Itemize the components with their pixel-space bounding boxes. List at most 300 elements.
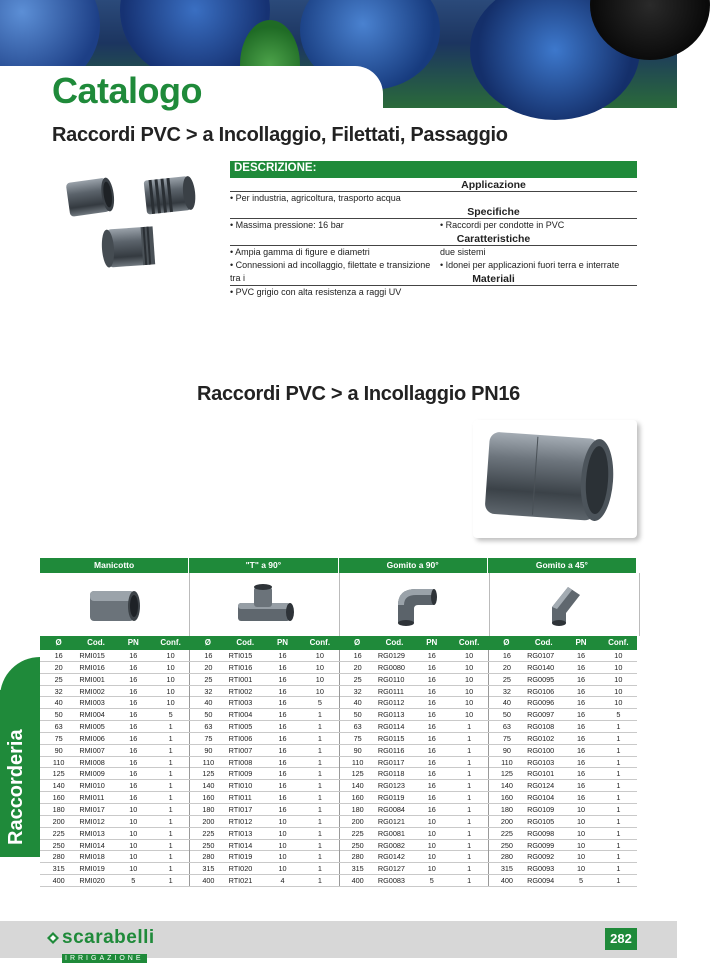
diameter-cell: 40: [54, 698, 63, 708]
conf-cell: 1: [467, 733, 472, 743]
diameter-cell: 125: [339, 768, 376, 779]
code-cell: RMI006: [79, 733, 105, 743]
diameter-cell: 50: [189, 709, 226, 720]
code-cell: RG0096: [527, 698, 555, 708]
pn-cell: 16: [576, 769, 586, 779]
code-cell: RTI007: [228, 745, 253, 755]
diameter-cell: 280: [339, 851, 376, 862]
conf-cell: 1: [616, 828, 621, 838]
column-header: Cod.: [236, 638, 255, 647]
column-header: Cod.: [87, 638, 105, 647]
diameter-cell: 75: [54, 733, 63, 743]
pn-cell: 16: [129, 710, 138, 720]
conf-cell: 1: [467, 876, 472, 886]
pn-cell: 5: [131, 876, 136, 886]
table-row: [40, 745, 637, 757]
pn-cell: 10: [576, 840, 586, 850]
diameter-cell: 110: [339, 757, 376, 768]
pn-cell: 16: [129, 674, 138, 684]
conf-cell: 1: [168, 757, 173, 767]
conf-cell: 10: [315, 651, 324, 660]
table-row: [40, 863, 637, 875]
pn-cell: 16: [576, 722, 586, 732]
pn-cell: 16: [427, 662, 436, 672]
code-cell: RTI012: [228, 816, 253, 826]
pn-cell: 16: [576, 781, 586, 791]
table-row: [40, 851, 637, 863]
column-header: PN: [276, 638, 289, 647]
code-cell: RMI020: [79, 876, 105, 886]
conf-cell: 1: [317, 804, 322, 814]
diameter-cell: 225: [189, 828, 226, 839]
pn-cell: 10: [576, 864, 586, 874]
pn-cell: 10: [278, 840, 287, 850]
table-row: [40, 768, 637, 780]
pn-cell: 16: [278, 698, 287, 708]
table-row: [40, 686, 637, 698]
table-row: [40, 804, 637, 816]
pn-cell: 4: [280, 876, 285, 886]
code-cell: RTI014: [228, 840, 253, 850]
diameter-cell: 16: [339, 650, 376, 661]
code-cell: RTI001: [228, 674, 253, 684]
diameter-cell: 140: [488, 780, 525, 791]
group-t90: "T" a 90°: [189, 558, 338, 573]
pn-cell: 16: [576, 686, 586, 696]
diameter-cell: 280: [52, 852, 65, 862]
diameter-cell: 125: [488, 768, 525, 779]
diameter-cell: 140: [189, 780, 226, 791]
conf-cell: 1: [317, 722, 322, 732]
code-cell: RMI002: [79, 686, 105, 696]
code-cell: RG0082: [377, 840, 405, 850]
column-header: PN: [575, 638, 587, 647]
code-cell: RTI006: [228, 733, 253, 743]
conf-cell: 10: [465, 698, 474, 708]
conf-cell: 10: [614, 674, 623, 684]
code-cell: RG0124: [527, 781, 555, 791]
code-cell: RMI011: [79, 793, 105, 803]
conf-cell: 1: [317, 876, 322, 886]
diameter-cell: 25: [54, 674, 63, 684]
pn-cell: 16: [427, 674, 436, 684]
code-cell: RMI017: [79, 804, 105, 814]
pn-cell: 16: [129, 651, 138, 660]
conf-cell: 1: [317, 781, 322, 791]
conf-cell: 1: [317, 816, 322, 826]
code-cell: RTI019: [228, 852, 253, 862]
pn-cell: 16: [278, 745, 287, 755]
conf-cell: 1: [467, 840, 472, 850]
diameter-cell: 250: [52, 840, 65, 850]
pn-cell: 16: [576, 651, 586, 660]
section-specifiche: Specifiche: [230, 205, 637, 219]
section-applicazione: Applicazione: [230, 178, 637, 192]
diameter-cell: 280: [488, 851, 525, 862]
conf-cell: 10: [166, 662, 175, 672]
brand-logo: [48, 929, 155, 965]
manicotto-photo: [473, 420, 637, 538]
conf-cell: 1: [168, 828, 173, 838]
table-row: [40, 709, 637, 721]
conf-cell: 1: [168, 745, 173, 755]
pn-cell: 16: [129, 662, 138, 672]
code-cell: RG0098: [527, 828, 555, 838]
code-cell: RTI005: [228, 722, 253, 732]
diameter-cell: 32: [488, 686, 525, 697]
pn-cell: 16: [427, 733, 436, 743]
diameter-cell: 40: [189, 697, 226, 708]
diameter-cell: 250: [339, 840, 376, 851]
diameter-cell: 160: [488, 792, 525, 803]
diameter-cell: 160: [52, 793, 65, 803]
diameter-cell: 32: [189, 686, 226, 697]
conf-cell: 1: [168, 722, 173, 732]
code-cell: RMI008: [79, 757, 105, 767]
conf-cell: 10: [465, 674, 474, 684]
code-cell: RMI018: [79, 852, 105, 862]
conf-cell: 1: [616, 733, 621, 743]
code-cell: RMI007: [79, 745, 105, 755]
diameter-cell: 400: [339, 875, 376, 886]
diameter-cell: 25: [488, 674, 525, 685]
conf-cell: 1: [168, 864, 173, 874]
table-row: [40, 875, 637, 887]
pn-cell: 16: [427, 793, 436, 803]
code-cell: RTI016: [228, 662, 253, 672]
diameter-cell: 400: [52, 876, 65, 886]
diameter-cell: 140: [52, 781, 65, 791]
diameter-cell: 400: [488, 875, 525, 886]
pn-cell: 16: [278, 662, 287, 672]
conf-cell: 1: [467, 722, 472, 732]
diameter-cell: 160: [339, 792, 376, 803]
code-cell: RG0099: [527, 840, 555, 850]
code-cell: RG0112: [377, 698, 405, 708]
pn-cell: 16: [129, 781, 138, 791]
pn-cell: 16: [427, 722, 436, 732]
pn-cell: 16: [427, 745, 436, 755]
conf-cell: 10: [614, 651, 623, 660]
conf-cell: 10: [465, 662, 474, 672]
gomito45-image: [490, 573, 640, 636]
code-cell: RG0111: [377, 686, 404, 696]
code-cell: RMI012: [79, 816, 105, 826]
conf-cell: 1: [317, 757, 322, 767]
conf-cell: 1: [467, 781, 472, 791]
manicotto-image: [40, 573, 190, 636]
pn-cell: 10: [278, 864, 287, 874]
t90-image: [190, 573, 340, 636]
table-row: [40, 840, 637, 852]
code-cell: RTI017: [228, 804, 253, 814]
group-headers: [40, 558, 637, 573]
diameter-cell: 90: [339, 745, 376, 756]
table-row: [40, 780, 637, 792]
code-cell: RG0100: [527, 745, 555, 755]
table-row: [40, 697, 637, 709]
caratteristiche-text-1-right: due sistemi: [440, 247, 486, 257]
code-cell: RG0142: [377, 852, 405, 862]
conf-cell: 1: [168, 876, 173, 886]
code-cell: RMI001: [79, 674, 105, 684]
page-subtitle: Raccordi PVC > a Incollaggio, Filettati, Passaggio: [52, 124, 508, 146]
diameter-cell: 400: [189, 875, 226, 886]
code-cell: RG0123: [377, 781, 405, 791]
diameter-cell: 180: [52, 804, 65, 814]
code-cell: RTI021: [228, 876, 253, 886]
diameter-cell: 315: [189, 863, 226, 874]
conf-cell: 1: [317, 769, 322, 779]
code-cell: RG0109: [527, 804, 555, 814]
conf-cell: 1: [616, 745, 621, 755]
fittings-photo: [60, 168, 220, 278]
code-cell: RTI008: [228, 757, 253, 767]
conf-cell: 10: [614, 686, 623, 696]
diameter-cell: 200: [339, 816, 376, 827]
pn-cell: 16: [129, 793, 138, 803]
code-cell: RTI010: [228, 781, 253, 791]
code-cell: RG0101: [527, 769, 555, 779]
conf-cell: 1: [467, 793, 472, 803]
brand-subtitle: IRRIGAZIONE: [62, 954, 147, 963]
product-images-row: [40, 573, 637, 636]
diameter-cell: 180: [189, 804, 226, 815]
code-cell: RTI009: [228, 769, 253, 779]
column-header: Conf.: [458, 638, 480, 647]
conf-cell: 1: [317, 710, 322, 720]
conf-cell: 1: [467, 745, 472, 755]
diameter-cell: 160: [189, 792, 226, 803]
specifiche-text: • Massima pressione: 16 bar: [230, 220, 344, 230]
diameter-cell: 250: [488, 840, 525, 851]
code-cell: RG0104: [527, 793, 555, 803]
code-cell: RG0106: [527, 686, 555, 696]
diameter-cell: 225: [339, 828, 376, 839]
pn-cell: 16: [576, 793, 586, 803]
conf-cell: 1: [168, 816, 173, 826]
code-cell: RG0114: [377, 722, 405, 732]
pn-cell: 10: [576, 852, 586, 862]
diameter-cell: 250: [189, 840, 226, 851]
diameter-cell: 32: [339, 686, 376, 697]
table-row: [40, 792, 637, 804]
diameter-cell: 125: [52, 769, 65, 779]
diameter-cell: 90: [54, 745, 63, 755]
conf-cell: 1: [168, 804, 173, 814]
page-title: Catalogo: [52, 70, 203, 111]
conf-cell: 1: [168, 793, 173, 803]
conf-cell: 1: [467, 828, 472, 838]
column-header: Conf.: [608, 638, 629, 647]
conf-cell: 10: [465, 710, 474, 720]
pn-cell: 10: [278, 828, 287, 838]
diameter-cell: 50: [54, 710, 63, 720]
diameter-cell: 110: [189, 757, 226, 768]
code-cell: RG0117: [377, 757, 405, 767]
pn-cell: 16: [129, 686, 138, 696]
pn-cell: 16: [278, 651, 287, 660]
pn-cell: 10: [129, 816, 138, 826]
conf-cell: 1: [168, 781, 173, 791]
code-cell: RG0080: [377, 662, 405, 672]
diameter-cell: 280: [189, 851, 226, 862]
pn-cell: 16: [129, 769, 138, 779]
code-cell: RTI003: [228, 698, 253, 708]
page-number: 282: [605, 928, 637, 950]
column-headers: [40, 636, 637, 650]
side-tab-label: Raccorderia: [5, 729, 27, 845]
diameter-cell: 180: [339, 804, 376, 815]
conf-cell: 1: [317, 733, 322, 743]
code-cell: RMI016: [79, 662, 105, 672]
code-cell: RG0093: [527, 864, 555, 874]
table-body: [40, 650, 637, 887]
code-cell: RG0127: [377, 864, 405, 874]
diameter-cell: 63: [488, 721, 525, 732]
diameter-cell: 225: [52, 828, 65, 838]
conf-cell: 1: [467, 852, 472, 862]
group-manicotto: Manicotto: [40, 558, 189, 573]
column-header: PN: [426, 638, 438, 647]
pn-cell: 16: [427, 781, 436, 791]
pn-cell: 10: [427, 828, 436, 838]
conf-cell: 1: [467, 864, 472, 874]
conf-cell: 1: [317, 828, 322, 838]
pn-cell: 10: [129, 804, 138, 814]
diameter-cell: 140: [339, 780, 376, 791]
conf-cell: 10: [315, 686, 324, 696]
diameter-cell: 50: [488, 709, 525, 720]
caratteristiche-text-2-right: • Idonei per applicazioni fuori terra e interrate: [440, 260, 620, 270]
code-cell: RG0081: [377, 828, 405, 838]
conf-cell: 10: [315, 674, 324, 684]
diameter-cell: 200: [189, 816, 226, 827]
column-header: Cod.: [534, 638, 553, 647]
pn-cell: 10: [129, 828, 138, 838]
code-cell: RTI020: [228, 864, 253, 874]
diameter-cell: 200: [488, 816, 525, 827]
diameter-cell: 25: [339, 674, 376, 685]
conf-cell: 1: [317, 793, 322, 803]
conf-cell: 1: [616, 816, 621, 826]
code-cell: RG0140: [527, 662, 555, 672]
diameter-cell: 75: [189, 733, 226, 744]
pn-cell: 16: [427, 698, 436, 708]
conf-cell: 1: [467, 757, 472, 767]
code-cell: RMI014: [79, 840, 105, 850]
description-block: [230, 161, 637, 299]
conf-cell: 1: [168, 840, 173, 850]
diameter-cell: 315: [339, 863, 376, 874]
table-row: [40, 828, 637, 840]
code-cell: RG0095: [527, 674, 555, 684]
diameter-cell: 20: [339, 662, 376, 673]
pn-cell: 10: [129, 852, 138, 862]
pn-cell: 16: [576, 757, 586, 767]
code-cell: RG0094: [527, 876, 555, 886]
conf-cell: 5: [168, 710, 173, 720]
table-row: [40, 757, 637, 769]
diameter-cell: 20: [189, 662, 226, 673]
conf-cell: 10: [166, 674, 175, 684]
materiali-text: • PVC grigio con alta resistenza a raggi UV: [230, 287, 402, 297]
code-cell: RG0105: [527, 816, 555, 826]
pn-cell: 16: [278, 722, 287, 732]
conf-cell: 10: [614, 662, 623, 672]
conf-cell: 1: [467, 769, 472, 779]
diameter-cell: 40: [339, 697, 376, 708]
code-cell: RTI004: [228, 710, 253, 720]
code-cell: RMI004: [79, 710, 105, 720]
conf-cell: 10: [166, 651, 175, 660]
section-title: Raccordi PVC > a Incollaggio PN16: [197, 383, 520, 405]
conf-cell: 1: [616, 757, 621, 767]
conf-cell: 1: [317, 840, 322, 850]
conf-cell: 1: [616, 852, 621, 862]
code-cell: RMI010: [79, 781, 105, 791]
pn-cell: 16: [129, 733, 138, 743]
code-cell: RG0115: [377, 733, 405, 743]
pn-cell: 16: [427, 769, 436, 779]
code-cell: RMI013: [79, 828, 105, 838]
diameter-cell: 40: [488, 697, 525, 708]
diameter-cell: 16: [189, 650, 226, 661]
code-cell: RG0121: [377, 816, 405, 826]
pn-cell: 10: [278, 852, 287, 862]
conf-cell: 5: [317, 698, 322, 708]
conf-cell: 1: [317, 745, 322, 755]
pn-cell: 16: [427, 804, 436, 814]
pn-cell: 16: [278, 781, 287, 791]
code-cell: RMI015: [79, 651, 105, 660]
pn-cell: 16: [278, 710, 287, 720]
code-cell: RG0119: [377, 793, 405, 803]
conf-cell: 1: [616, 793, 621, 803]
pn-cell: 16: [427, 710, 436, 720]
pn-cell: 16: [576, 698, 586, 708]
diameter-cell: 16: [488, 650, 525, 661]
conf-cell: 1: [616, 781, 621, 791]
pn-cell: 10: [427, 816, 436, 826]
diameter-cell: 90: [488, 745, 525, 756]
code-cell: RG0092: [527, 852, 555, 862]
conf-cell: 1: [168, 852, 173, 862]
pn-cell: 16: [278, 733, 287, 743]
table-row: [40, 733, 637, 745]
column-header: Cod.: [385, 638, 404, 647]
pn-cell: 10: [129, 840, 138, 850]
diameter-cell: 315: [52, 864, 65, 874]
diameter-cell: 315: [488, 863, 525, 874]
table-row: [40, 721, 637, 733]
pn-cell: 10: [427, 852, 436, 862]
pn-cell: 16: [129, 698, 138, 708]
description-header: DESCRIZIONE:: [230, 161, 637, 178]
conf-cell: 1: [317, 864, 322, 874]
conf-cell: 10: [166, 698, 175, 708]
pn-cell: 16: [278, 686, 287, 696]
conf-cell: 1: [168, 769, 173, 779]
diameter-cell: 63: [189, 721, 226, 732]
pn-cell: 10: [427, 864, 436, 874]
code-cell: RG0113: [377, 710, 405, 720]
conf-cell: 1: [616, 804, 621, 814]
code-cell: RTI013: [228, 828, 253, 838]
conf-cell: 1: [317, 852, 322, 862]
conf-cell: 5: [616, 710, 621, 720]
column-header: Ø: [354, 638, 361, 647]
